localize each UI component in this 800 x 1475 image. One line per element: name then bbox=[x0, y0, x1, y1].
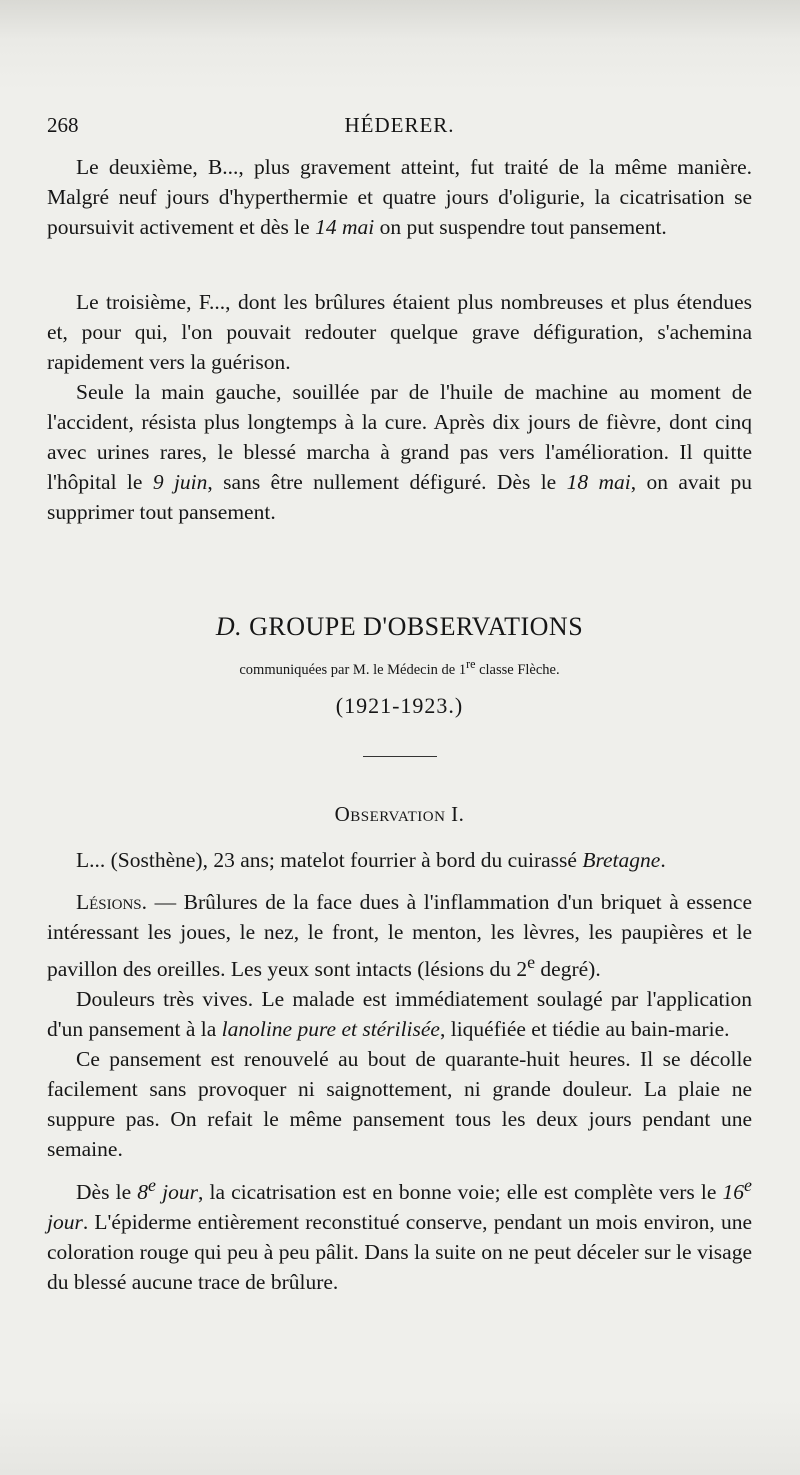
section-title: GROUPE D'OBSERVATIONS bbox=[249, 612, 584, 641]
paragraph: Le deuxième, B..., plus gravement atteint, fut traité de la même manière. Malgré neuf jours d'hyperthermie et quatre jours d'oligurie, la cicatrisation se poursuivit activement et dès le 14 mai on put suspendre tout pansement. bbox=[47, 155, 752, 239]
top-paragraphs-continued bbox=[47, 287, 752, 527]
section-heading bbox=[47, 612, 752, 642]
observation-body bbox=[47, 845, 752, 1297]
page-number: 268 bbox=[47, 113, 79, 137]
section-letter: D. bbox=[215, 612, 243, 641]
paragraph: Douleurs très vives. Le malade est immédiatement soulagé par l'application d'un pansement à la lanoline pure et stérilisée, liquéfiée et tiédie au bain-marie. bbox=[47, 987, 752, 1042]
lesions-label: Lésions. bbox=[76, 890, 148, 914]
section-years: (1921-1923.) bbox=[335, 693, 464, 718]
section-subtitle: communiquées par M. le Médecin de 1re classe Flèche. bbox=[239, 657, 560, 678]
paragraph: Dès le 8e jour, la cicatrisation est en bonne voie; elle est complète vers le 16e jour. L'épiderme entièrement reconstitué conserve, pendant un mois environ, une coloration rouge qui peu à peu pâlit. Dans la suite on ne peut déceler sur le visage du blessé aucune trace de brûlure. bbox=[47, 1175, 752, 1295]
paragraph: Le troisième, F..., dont les brûlures étaient plus nombreuses et plus étendues et, pour qui, l'on pouvait redouter quelque grave défiguration, s'achemina rapidement vers la guérison. bbox=[47, 290, 752, 374]
paragraph: L... (Sosthène), 23 ans; matelot fourrier à bord du cuirassé Bretagne. bbox=[76, 848, 666, 872]
paragraph: Seule la main gauche, souillée par de l'huile de machine au moment de l'accident, résista plus longtemps à la cure. Après dix jours de fièvre, dont cinq avec urines rares, le blessé marcha à grand pas vers l'amélioration. Il quitte l'hôpital le 9 juin, sans être nullement défiguré. Dès le 18 mai, on avait pu supprimer tout pansement. bbox=[47, 380, 752, 524]
paragraph-lesions: Lésions. — Brûlures de la face dues à l'inflammation d'un briquet à essence intéressant les joues, le nez, le front, le menton, les lèvres, les paupières et le pavillon des oreilles. Les yeux sont intacts (lésions du 2e degré). bbox=[47, 890, 752, 982]
running-title: HÉDERER. bbox=[344, 113, 455, 137]
observation-heading: Observation I. bbox=[334, 802, 465, 826]
paragraph: Ce pansement est renouvelé au bout de quarante-huit heures. Il se décolle facilement sans provoquer ni saignottement, ni grande douleur. La plaie ne suppure pas. On refait le même pansement tous les deux jours pendant une semaine. bbox=[47, 1047, 752, 1162]
divider-rule bbox=[363, 756, 437, 757]
top-paragraph-1 bbox=[47, 152, 752, 242]
running-head bbox=[47, 113, 752, 143]
